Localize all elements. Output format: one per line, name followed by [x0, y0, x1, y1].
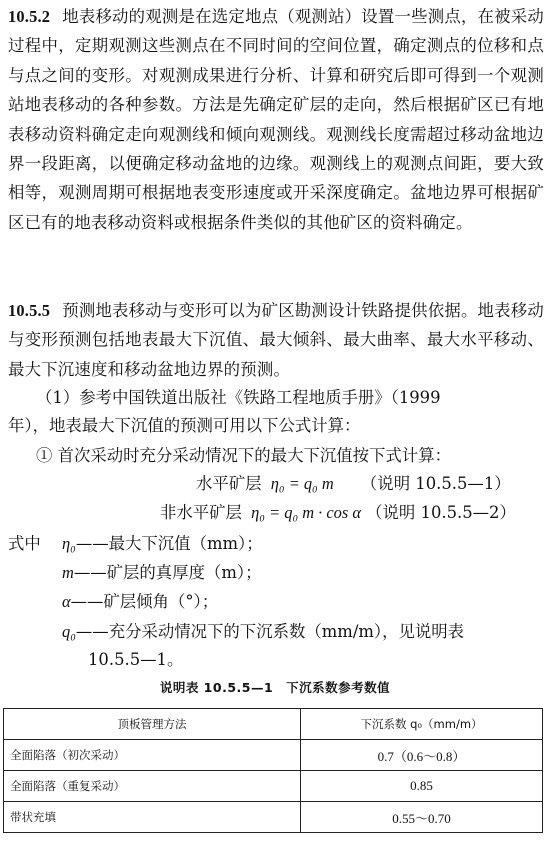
- section-10-5-5: [8, 296, 544, 384]
- table-row: [4, 740, 543, 771]
- where-label: 式中: [8, 534, 41, 553]
- formula-1: [196, 470, 511, 498]
- variable-description: ——最大下沉值（mm）；: [75, 534, 263, 553]
- table-cell: 0.7（0.6～0.8）: [301, 740, 543, 771]
- table-cell: 带状充填: [4, 802, 301, 833]
- variable-alpha: [62, 588, 218, 616]
- variable-description: ——矿层的真厚度（m）；: [73, 563, 262, 582]
- variable-symbol: η₀: [62, 534, 76, 553]
- section-text: 预测地表移动与变形可以为矿区勘测设计铁路提供依据。地表移动与变形预测包括地表最大下沉值、最大倾斜、最大曲率、最大水平移动、最大下沉速度和移动盆地边界的预测。: [8, 301, 544, 379]
- variable-symbol: m: [62, 563, 74, 582]
- table-cell: 0.55～0.70: [301, 802, 543, 833]
- item-1-line-1: （1）参考中国铁道出版社《铁路工程地质手册》（1999: [36, 388, 441, 407]
- table-header-row: [4, 709, 543, 740]
- section-text: 地表移动的观测是在选定地点（观测站）设置一些测点，在被采动过程中，定期观测这些测点在不同时间的空间位置，确定测点的位移和点与点之间的变形。对观测成果进行分析、计算和研究后即可得到一个观测站地表移动的各种参数。方法是先确定矿层的走向，然后根据矿区已有地表移动资料确定走向观测线和倾向观测线。观测线长度需超过移动盆地边界一段距离，以便确定移动盆地的边缘。观测线上的观测点间距，要大致相等，观测周期可根据地表变形速度或开采深度确定。盆地边界可根据矿区已有的地表移动资料或根据条件类似的其他矿区的资料确定。: [8, 7, 544, 232]
- section-number: 10.5.2: [8, 7, 51, 26]
- variable-symbol: q₀: [62, 622, 76, 641]
- table-row: [4, 802, 543, 833]
- section-number: 10.5.5: [8, 301, 51, 320]
- formula-1-reference: （说明 10.5.5—1）: [360, 474, 511, 493]
- table-cell: 全面陷落（重复采动）: [4, 771, 301, 802]
- variable-m: [62, 559, 261, 587]
- item-1-line-2: 年），地表最大下沉值的预测可用以下公式计算：: [8, 416, 361, 435]
- table-cell: 0.85: [301, 771, 543, 802]
- variable-description: ——充分采动情况下的下沉系数（mm/m），见说明表: [75, 622, 465, 641]
- formula-2-label: 非水平矿层: [160, 503, 242, 522]
- reference-table: [3, 708, 543, 833]
- formula-1-expression: η₀ = q₀ m: [270, 474, 334, 493]
- section-10-5-2: [8, 2, 544, 237]
- column-header: 下沉系数 q₀（mm/m）: [301, 709, 543, 740]
- formula-1-label: 水平矿层: [196, 474, 262, 493]
- variable-symbol: α: [62, 592, 71, 611]
- variable-q0: [62, 618, 464, 646]
- sub-item-1: ① 首次采动时充分采动情况下的最大下沉值按下式计算：: [36, 446, 451, 465]
- table-cell: 全面陷落（初次采动）: [4, 740, 301, 771]
- column-header: 顶板管理方法: [4, 709, 301, 740]
- variable-q0-continued: 10.5.5—1。: [88, 650, 184, 669]
- formula-2-expression: η₀ = q₀ m · cos α: [251, 503, 361, 522]
- variable-eta0: [62, 530, 263, 558]
- table-row: [4, 771, 543, 802]
- formula-2: [160, 499, 516, 527]
- variable-description: ——矿层倾角（°）；: [70, 592, 219, 611]
- formula-2-reference: （说明 10.5.5—2）: [366, 503, 516, 522]
- table-caption: 说明表 10.5.5—1 下沉系数参考数值: [159, 680, 391, 695]
